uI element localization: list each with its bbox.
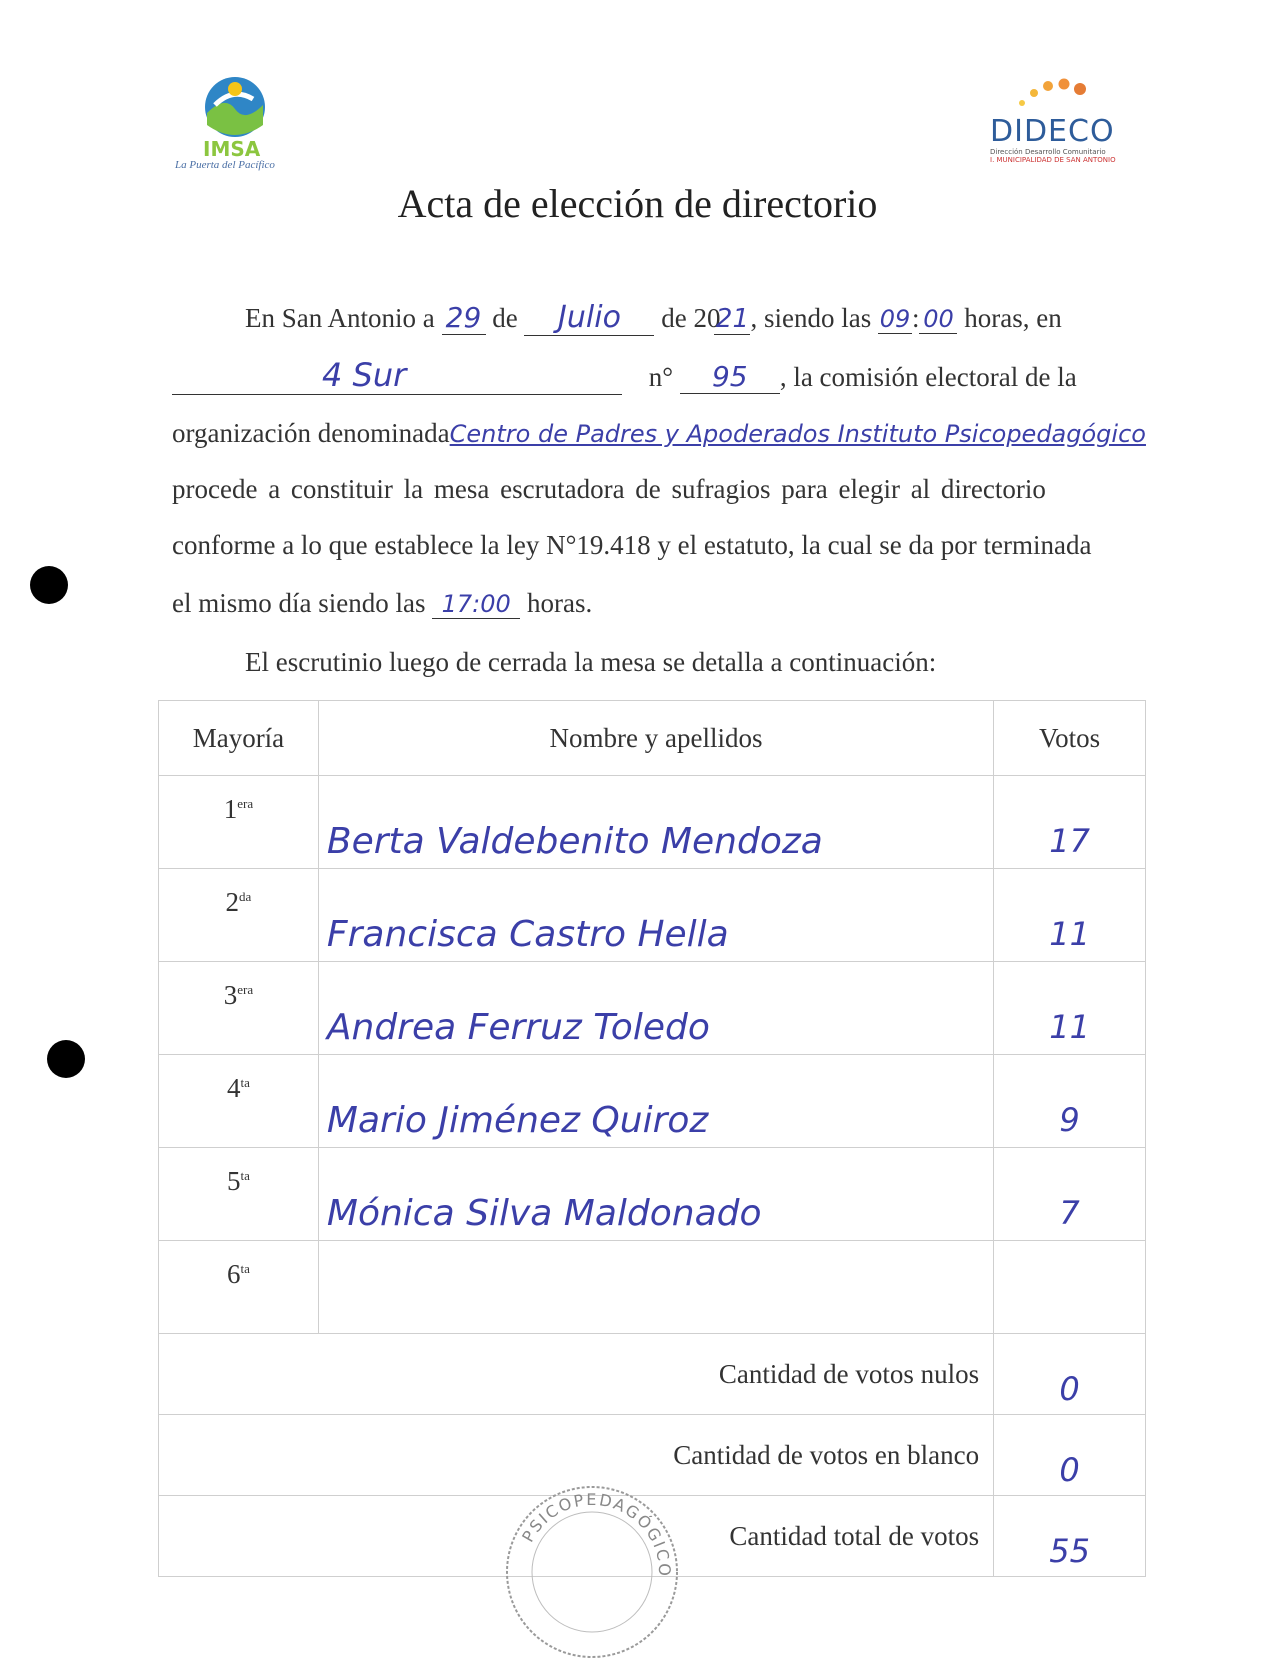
text-horas: horas. <box>526 588 593 618</box>
candidate-name: Andrea Ferruz Toledo <box>318 962 993 1055</box>
rank-cell <box>159 1055 319 1148</box>
candidate-votes: 11 <box>994 962 1146 1055</box>
stamp-seal-icon <box>500 1480 685 1665</box>
scrutiny-intro: El escrutinio luego de cerrada la mesa se detalla a continuación: <box>245 647 937 677</box>
imsa-logo-text: IMSA <box>203 137 261 161</box>
rank-number: 5 <box>227 1166 241 1196</box>
rank-suffix: era <box>237 982 254 997</box>
dideco-subtitle-2: I. MUNICIPALIDAD DE SAN ANTONIO <box>990 156 1116 164</box>
table-header-row <box>159 701 1146 776</box>
text-organizacion: organización denominada <box>172 418 450 448</box>
candidate-votes <box>994 1241 1146 1334</box>
table-row <box>159 1055 1146 1148</box>
imsa-logo-emblem <box>175 65 295 145</box>
organization-stamp <box>500 1480 685 1665</box>
candidate-name: Francisca Castro Hella <box>318 869 993 962</box>
end-time-field: 17:00 <box>432 590 520 619</box>
imsa-logo-tagline: La Puerta del Pacífico <box>175 159 275 171</box>
header-mayoria: Mayoría <box>159 701 319 776</box>
imsa-logo <box>175 65 295 175</box>
blank-votes-value: 0 <box>994 1415 1146 1496</box>
paragraph-line-2 <box>172 356 1077 395</box>
candidate-name: Mario Jiménez Quiroz <box>318 1055 993 1148</box>
paragraph-line-4: procede a constituir la mesa escrutadora de sufragios para elegir al directorio <box>172 474 1046 504</box>
org-name-field: Centro de Padres y Apoderados Instituto Psicopedagógico <box>449 420 1146 448</box>
paragraph-line-3 <box>172 418 1146 449</box>
stamp-text: PSICOPEDAGÓGICO <box>518 1489 675 1579</box>
text-numero: n° <box>648 362 674 392</box>
header-nombre: Nombre y apellidos <box>318 701 993 776</box>
table-row <box>159 776 1146 869</box>
text-colon: : <box>911 303 920 333</box>
table-row <box>159 869 1146 962</box>
punch-hole-top <box>30 566 68 604</box>
number-field: 95 <box>680 360 780 394</box>
dideco-logo-text: DIDECO <box>990 114 1115 149</box>
paragraph-line-6 <box>172 588 592 619</box>
rank-cell <box>159 962 319 1055</box>
candidate-name <box>318 1241 993 1334</box>
dideco-logo <box>990 75 1130 165</box>
header-votos: Votos <box>994 701 1146 776</box>
rank-suffix: ta <box>240 1168 250 1183</box>
text-de-20: de 20 <box>661 303 721 333</box>
paragraph-line-5: conforme a lo que establece la ley N°19.418 y el estatuto, la cual se da por terminada <box>172 530 1092 560</box>
minute-field: 00 <box>919 305 957 334</box>
hour-field: 09 <box>879 305 911 333</box>
total-votes-label: Cantidad total de votos <box>159 1496 994 1577</box>
dideco-subtitle-1: Dirección Desarrollo Comunitario <box>990 148 1106 156</box>
table-row <box>159 1148 1146 1241</box>
punch-hole-bottom <box>47 1040 85 1078</box>
candidate-name: Berta Valdebenito Mendoza <box>318 776 993 869</box>
paragraph-line-1 <box>245 300 1062 336</box>
candidate-votes: 9 <box>994 1055 1146 1148</box>
candidate-votes: 7 <box>994 1148 1146 1241</box>
month-field: Julio <box>524 300 654 336</box>
text-horas-en: horas, en <box>964 303 1062 333</box>
null-votes-row <box>159 1334 1146 1415</box>
table-row <box>159 962 1146 1055</box>
rank-suffix: ta <box>240 1075 250 1090</box>
rank-number: 1 <box>223 794 238 824</box>
text-en-san-antonio: En San Antonio a <box>245 303 435 333</box>
total-votes-value: 55 <box>994 1496 1146 1577</box>
rank-number: 4 <box>227 1073 241 1103</box>
rank-suffix: da <box>239 889 252 904</box>
text-siendo-las: , siendo las <box>750 303 872 333</box>
results-table <box>158 700 1146 1577</box>
table-row <box>159 1241 1146 1334</box>
rank-suffix: era <box>237 796 254 811</box>
rank-cell <box>159 1148 319 1241</box>
null-votes-value: 0 <box>994 1334 1146 1415</box>
text-mismo-dia: el mismo día siendo las <box>172 588 426 618</box>
candidate-votes: 17 <box>994 776 1146 869</box>
dideco-dots-icon <box>990 75 1110 111</box>
text-de: de <box>492 303 518 333</box>
null-votes-label: Cantidad de votos nulos <box>159 1334 994 1415</box>
candidate-votes: 11 <box>994 869 1146 962</box>
page-title: Acta de elección de directorio <box>397 181 878 226</box>
candidate-name: Mónica Silva Maldonado <box>318 1148 993 1241</box>
rank-number: 6 <box>227 1259 241 1289</box>
blank-votes-label: Cantidad de votos en blanco <box>159 1415 994 1496</box>
street-field: 4 Sur <box>172 356 622 395</box>
year-field: 21 <box>715 304 750 334</box>
rank-cell <box>159 1241 319 1334</box>
rank-number: 3 <box>223 980 238 1010</box>
rank-cell <box>159 869 319 962</box>
rank-suffix: ta <box>240 1261 250 1276</box>
day-field: 29 <box>442 301 486 335</box>
rank-cell <box>159 776 319 869</box>
rank-number: 2 <box>225 887 240 917</box>
text-comision: , la comisión electoral de la <box>779 362 1077 392</box>
